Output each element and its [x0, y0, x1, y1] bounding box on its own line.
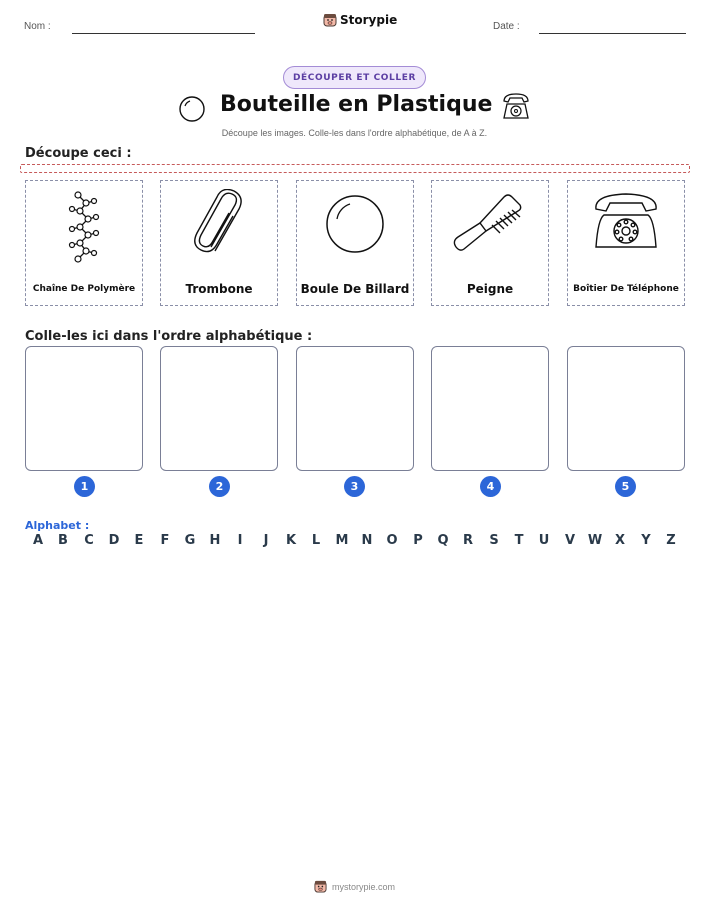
instructions: Découpe les images. Colle-les dans l'ordre alphabétique, de A à Z. [221, 128, 488, 138]
title-row [0, 91, 709, 125]
alphabet-letter: H [209, 533, 221, 548]
order-number-1: 1 [74, 476, 95, 497]
footer [0, 880, 709, 893]
alphabet-letter: A [32, 533, 44, 548]
page-title: Bouteille en Plastique [220, 92, 493, 117]
name-label: Nom : [24, 21, 51, 32]
paperclip-icon [189, 189, 249, 261]
alphabet-letter: I [237, 533, 243, 548]
alphabet-letter: R [462, 533, 473, 548]
alphabet-letter: M [335, 533, 349, 548]
order-number-5: 5 [615, 476, 636, 497]
alphabet-letter: V [564, 533, 576, 548]
paste-box-3[interactable] [296, 346, 414, 471]
billiard-ball-icon [178, 95, 206, 123]
alphabet-letter: U [538, 533, 550, 548]
alphabet-row [25, 533, 685, 551]
comb-icon [450, 189, 530, 259]
pig-mascot-icon [323, 13, 337, 27]
cut-card-comb[interactable] [431, 180, 549, 306]
paste-box-5[interactable] [567, 346, 685, 471]
paste-box-1[interactable] [25, 346, 143, 471]
alphabet-letter: N [361, 533, 373, 548]
paste-section-label: Colle-les ici dans l'ordre alphabétique : [25, 329, 313, 344]
alphabet-letter: E [134, 533, 144, 548]
alphabet-letter: W [587, 533, 603, 548]
alphabet-letter: L [311, 533, 321, 548]
card-label: Boule De Billard [300, 282, 410, 296]
alphabet-letter: B [58, 533, 68, 548]
alphabet-label: Alphabet : [25, 519, 90, 532]
brand-name: Storypie [340, 13, 398, 27]
card-label: Peigne [466, 282, 514, 296]
date-label: Date : [493, 21, 520, 32]
date-line[interactable] [539, 33, 686, 34]
alphabet-letter: F [160, 533, 170, 548]
alphabet-letter: S [489, 533, 499, 548]
card-label: Chaîne De Polymère [32, 284, 136, 294]
cut-card-polymer-chain[interactable] [25, 180, 143, 306]
alphabet-letter: P [413, 533, 423, 548]
alphabet-letter: Q [437, 533, 449, 548]
polymer-chain-icon [64, 189, 104, 265]
cut-line [20, 164, 690, 173]
alphabet-letter: K [285, 533, 297, 548]
alphabet-letter: C [84, 533, 94, 548]
order-number-3: 3 [344, 476, 365, 497]
alphabet-letter: Y [641, 533, 651, 548]
billiard-ball-icon [322, 189, 388, 255]
alphabet-letter: O [386, 533, 398, 548]
activity-badge: DÉCOUPER ET COLLER [283, 66, 426, 89]
pig-mascot-icon [314, 880, 327, 893]
footer-site: mystorypie.com [331, 881, 395, 892]
telephone-icon [500, 91, 532, 121]
alphabet-letter: T [514, 533, 524, 548]
paste-box-4[interactable] [431, 346, 549, 471]
cut-card-paperclip[interactable] [160, 180, 278, 306]
cut-card-billiard-ball[interactable] [296, 180, 414, 306]
alphabet-letter: G [184, 533, 196, 548]
card-label: Boîtier De Téléphone [573, 284, 679, 294]
worksheet-header [0, 0, 709, 50]
cut-card-telephone[interactable] [567, 180, 685, 306]
telephone-icon [590, 189, 662, 255]
order-number-4: 4 [480, 476, 501, 497]
alphabet-letter: Z [666, 533, 676, 548]
cut-section-label: Découpe ceci : [25, 146, 132, 161]
brand-logo [323, 13, 397, 27]
paste-box-2[interactable] [160, 346, 278, 471]
alphabet-letter: X [614, 533, 626, 548]
name-line[interactable] [72, 33, 255, 34]
alphabet-letter: D [108, 533, 120, 548]
order-number-2: 2 [209, 476, 230, 497]
card-label: Trombone [185, 282, 253, 296]
alphabet-letter: J [263, 533, 269, 548]
